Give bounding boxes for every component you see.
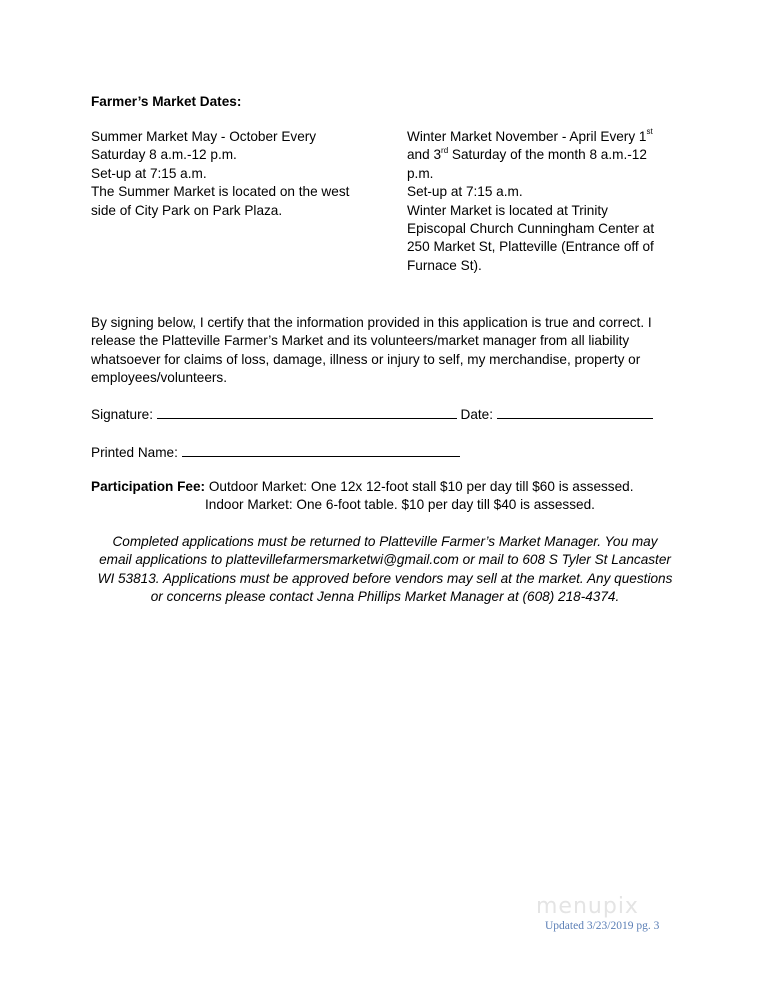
date-label: Date: — [460, 407, 494, 422]
certification-paragraph — [91, 314, 691, 388]
watermark: menupix — [536, 894, 639, 919]
printed-name-row — [91, 442, 460, 462]
certification-line: whatsoever for claims of loss, damage, illness or injury to self, my merchandise, property or — [91, 351, 641, 367]
summer-line: The Summer Market is located on the west — [91, 184, 350, 200]
winter-line: Winter Market is located at Trinity — [407, 202, 608, 218]
certification-line: By signing below, I certify that the information provided in this application is true and correct. I — [91, 315, 652, 330]
indoor-fee: Indoor Market: One 6-foot table. $10 per day till $40 is assessed. — [205, 497, 595, 512]
printed-name-field[interactable] — [182, 442, 460, 457]
winter-line: p.m. — [407, 165, 434, 181]
summer-line: Set-up at 7:15 a.m. — [91, 165, 207, 181]
summer-line: Summer Market May - October Every — [91, 129, 317, 144]
notice-line: or concerns please contact Jenna Phillips Market Manager at (608) 218-4374. — [150, 589, 620, 605]
winter-line-2: and 3rd Saturday of the month 8 a.m.-12 — [407, 145, 647, 163]
summer-line: Saturday 8 a.m.-12 p.m. — [91, 147, 237, 163]
participation-fee-label: Participation Fee: — [91, 479, 206, 494]
signature-label: Signature: — [91, 407, 153, 422]
winter-line: Episcopal Church Cunningham Center at — [407, 221, 655, 237]
notice-line: WI 53813. Applications must be approved before vendors may sell at the market. Any questions — [97, 570, 673, 586]
section-heading: Farmer’s Market Dates: — [91, 94, 242, 109]
signature-field[interactable] — [157, 404, 457, 419]
printed-name-label: Printed Name: — [91, 445, 178, 460]
outdoor-fee: Outdoor Market: One 12x 12-foot stall $10 per day till $60 is assessed. — [208, 479, 634, 494]
winter-line: Set-up at 7:15 a.m. — [407, 184, 523, 200]
participation-fee-row — [91, 478, 634, 496]
certification-line: release the Platteville Farmer’s Market and its volunteers/market manager from all liability — [91, 333, 630, 349]
summer-line: side of City Park on Park Plaza. — [91, 202, 283, 218]
submission-notice — [80, 533, 690, 607]
signature-row — [91, 404, 653, 424]
date-field[interactable] — [497, 404, 653, 419]
winter-line: 250 Market St, Platteville (Entrance off of — [407, 239, 654, 255]
page-footer: Updated 3/23/2019 pg. 3 — [545, 920, 660, 932]
winter-line: Furnace St). — [407, 257, 482, 273]
notice-line: Completed applications must be returned to Platteville Farmer’s Market Manager. You may — [112, 534, 658, 549]
winter-market-info — [407, 128, 707, 275]
notice-line: email applications to plattevillefarmersmarketwi@gmail.com or mail to 608 S Tyler St Lancaster — [99, 552, 671, 568]
winter-line-1: Winter Market November - April Every 1st — [407, 127, 653, 144]
certification-line: employees/volunteers. — [91, 370, 228, 386]
summer-market-info — [91, 128, 381, 220]
